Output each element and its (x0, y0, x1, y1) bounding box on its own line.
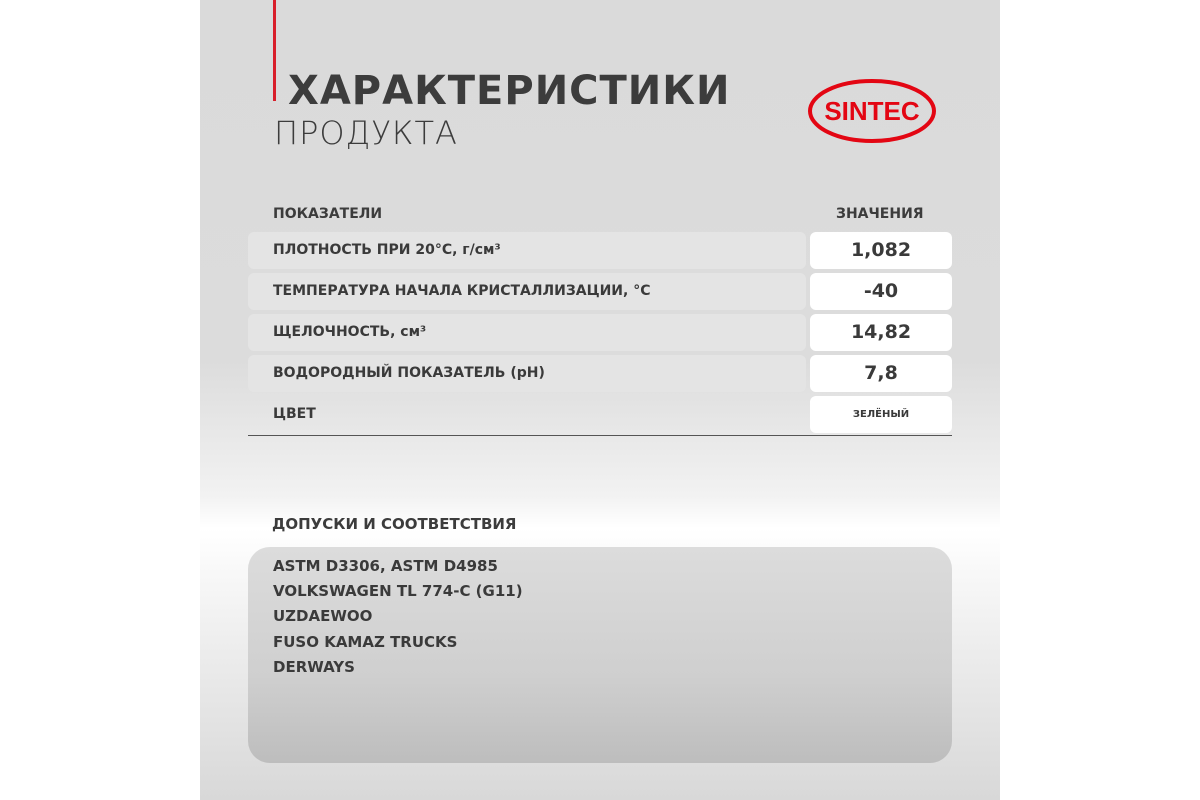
table-row (248, 396, 952, 433)
row-label: ЩЕЛОЧНОСТЬ, см³ (248, 314, 806, 351)
approval-item: ASTM D3306, ASTM D4985 (273, 557, 498, 575)
table-row (248, 355, 952, 392)
table-row (248, 232, 952, 269)
approvals-title: ДОПУСКИ И СООТВЕТСТВИЯ (272, 515, 517, 533)
row-label: ВОДОРОДНЫЙ ПОКАЗАТЕЛЬ (pH) (248, 355, 806, 392)
table-divider (248, 435, 952, 436)
approval-item: VOLKSWAGEN TL 774-C (G11) (273, 582, 523, 600)
row-value: -40 (810, 273, 952, 310)
title-line1: ХАРАКТЕРИСТИКИ (288, 68, 731, 114)
approval-item: FUSO KAMAZ TRUCKS (273, 633, 458, 651)
row-label: ПЛОТНОСТЬ ПРИ 20°С, г/см³ (248, 232, 806, 269)
title-line2: ПРОДУКТА (274, 114, 458, 152)
row-label: ЦВЕТ (273, 406, 316, 422)
accent-line (273, 0, 276, 101)
row-label: ТЕМПЕРАТУРА НАЧАЛА КРИСТАЛЛИЗАЦИИ, °С (248, 273, 806, 310)
table-row (248, 273, 952, 310)
approval-item: DERWAYS (273, 658, 355, 676)
logo-text: SINTEC (824, 96, 920, 126)
row-value: 14,82 (810, 314, 952, 351)
row-value: 1,082 (810, 232, 952, 269)
approval-item: UZDAEWOO (273, 607, 373, 625)
table-row (248, 314, 952, 351)
approvals-box (248, 547, 952, 763)
column-header-parameters: ПОКАЗАТЕЛИ (273, 206, 383, 222)
sintec-logo (807, 78, 937, 144)
column-header-values: ЗНАЧЕНИЯ (836, 206, 924, 222)
row-value: ЗЕЛЁНЫЙ (810, 396, 952, 433)
row-value: 7,8 (810, 355, 952, 392)
